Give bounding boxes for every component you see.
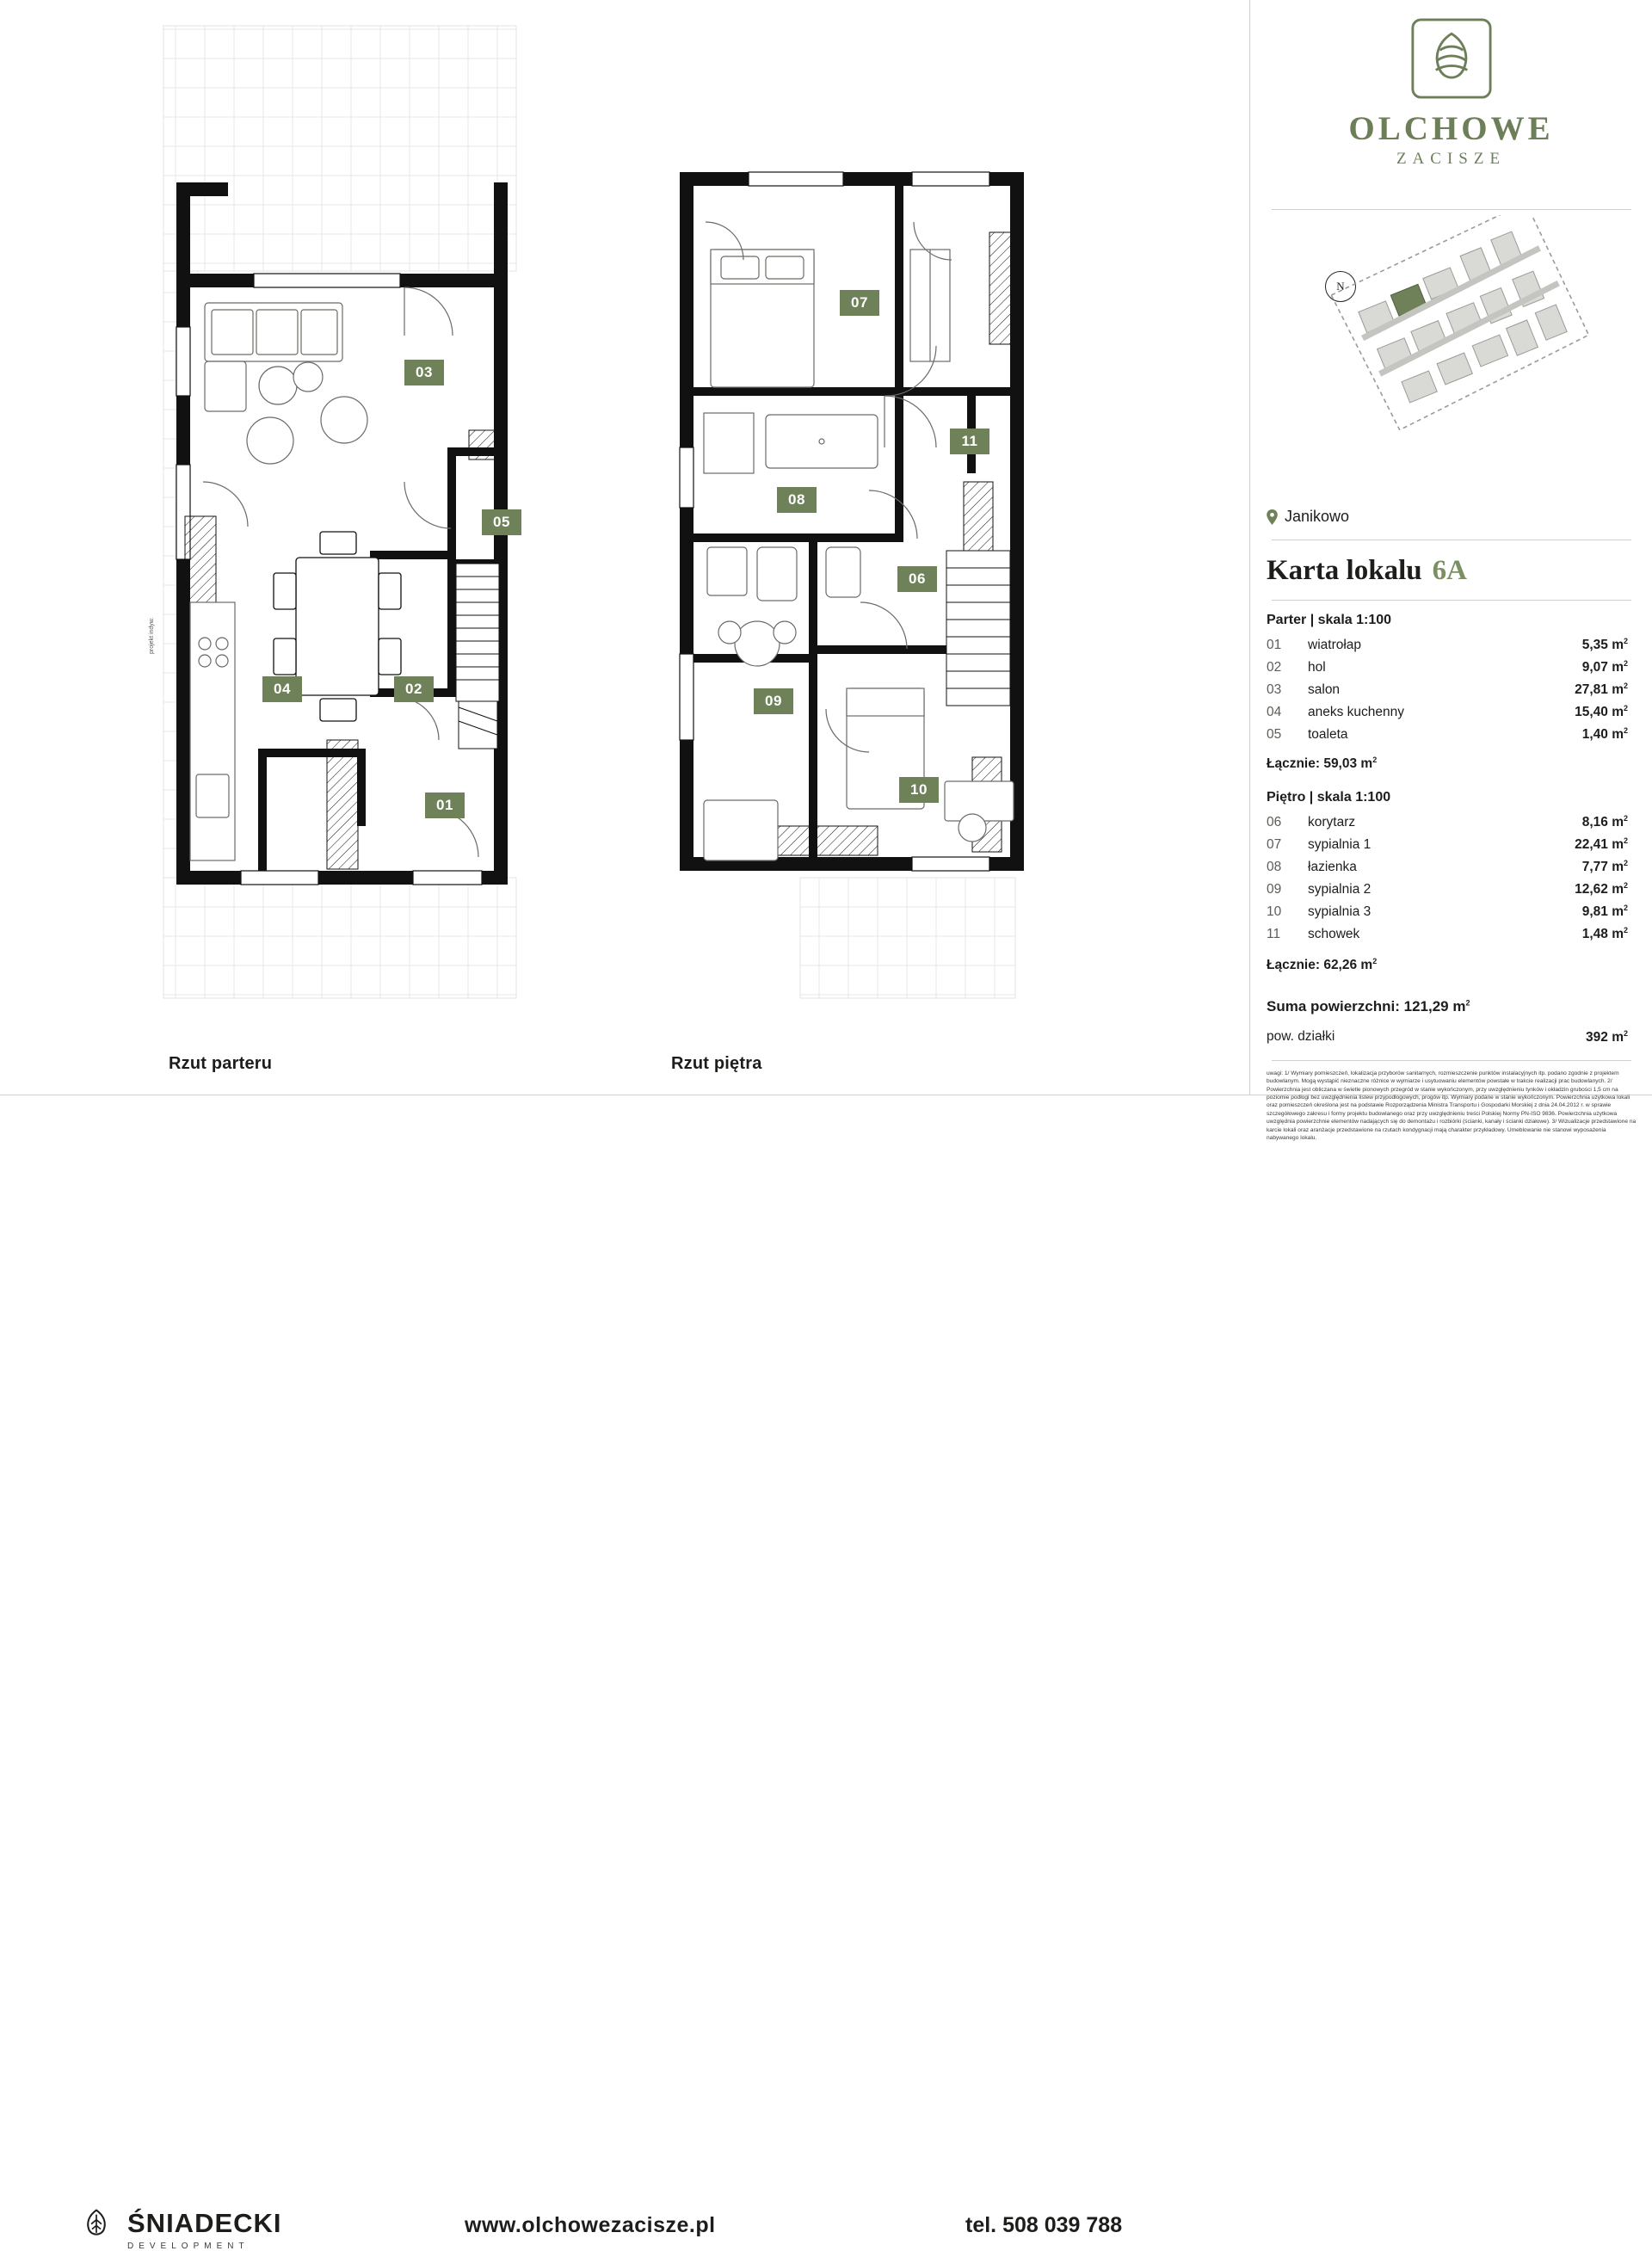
ground-floor-heading: Parter | skala 1:100	[1267, 613, 1392, 627]
plans-area	[0, 0, 1249, 1095]
unit-number: 6A	[1432, 555, 1467, 586]
room-index: 03	[1267, 682, 1282, 698]
table-row	[1267, 726, 1628, 749]
room-name: sypialnia 2	[1308, 882, 1372, 897]
room-badge: 02	[394, 676, 434, 702]
compass-icon: N	[1325, 271, 1356, 302]
table-row	[1267, 903, 1628, 926]
room-name: wiatrołap	[1308, 638, 1362, 653]
plot-area-label: pow. działki	[1267, 1029, 1335, 1044]
room-area: 9,81 $m^2$	[1581, 903, 1628, 920]
ground-floor-room-table	[1267, 637, 1628, 749]
room-name: hol	[1308, 660, 1326, 675]
project-name: OLCHOWE	[1348, 110, 1554, 147]
total-area: Suma powierzchni: 121,29 $m^2$	[1267, 998, 1470, 1014]
room-area: 1,40 $m^2$	[1581, 726, 1628, 743]
table-row	[1267, 659, 1628, 681]
room-name: toaleta	[1308, 727, 1348, 743]
room-index: 09	[1267, 882, 1282, 897]
developer-brand	[127, 2210, 282, 2251]
room-name: korytarz	[1308, 815, 1356, 830]
ground-floor-total: Łącznie: 59,03 $m^2$	[1267, 755, 1378, 772]
room-area: 22,41 $m^2$	[1575, 836, 1628, 853]
ground-floor-plan-title: Rzut parteru	[169, 1054, 273, 1073]
panel-divider-karta	[1272, 600, 1631, 601]
legal-notes: uwagi: 1/ Wymiary pomieszczeń, lokalizacja przyborów sanitarnych, rozmieszczenie punktów instalacyjnych itp. podano zgodnie z projektem budowlanym. Mogą wystąpić nieznaczne różnice w wymiarze i usytuowaniu elementów powstałe w trakcie realizacji prac budowlanych. 2/ Powierzchnia jest obliczana w świetle pionowych przegród w stanie wykończonym, przy uwzględnieniu tynków i okładzin grubości 1,5 cm na poziomie podłogi bez uwzględnienia listew przypodłogowych, progów itp. Wymiary podane w stanie wykończonym. Powierzchnia użytkowa lokali oraz pomieszczeń określona jest na podstawie Rozporządzenia Ministra Transportu i Gospodarki Morskiej z dnia 24.04.2012 r. w sprawie szczegółowego zakresu i formy projektu budowlanego oraz przy uwzględnieniu treści Polskiej Normy PN-ISO 9836. Powierzchnia użytkowa uwzględnia powierzchnie elementów nadających się do demontażu i rozbiórki (ścianki, kanały i ścianki działowe). 3/ Wizualizacje przedstawione na karcie lokali oraz aranżacje przedstawione na rzutach kondygnacji mają charakter przykładowy. Umeblowanie nie stanowi wyposażenia nabywanego lokalu.	[1267, 1070, 1637, 1141]
room-area: 12,62 $m^2$	[1575, 881, 1628, 897]
room-index: 11	[1267, 927, 1281, 942]
room-name: salon	[1308, 682, 1341, 698]
project-logo	[1250, 17, 1652, 169]
panel-divider-notes	[1272, 1060, 1631, 1061]
table-row	[1267, 926, 1628, 948]
room-badge: 04	[262, 676, 302, 702]
room-name: łazienka	[1308, 860, 1357, 875]
plot-area-row	[1267, 1029, 1628, 1045]
room-badge: 07	[840, 290, 879, 316]
room-index: 10	[1267, 904, 1282, 920]
plans-drawings	[0, 0, 1249, 1095]
table-row	[1267, 681, 1628, 704]
page-title	[1267, 555, 1467, 587]
karta-label: Karta lokalu	[1267, 555, 1422, 586]
room-badge: 03	[404, 360, 444, 385]
room-badge: 08	[777, 487, 817, 513]
room-index: 04	[1267, 705, 1282, 720]
table-row	[1267, 704, 1628, 726]
room-index: 06	[1267, 815, 1282, 830]
project-subtitle: ZACISZE	[1396, 150, 1507, 168]
room-badge: 05	[482, 509, 521, 535]
svg-text:projekt indyw.: projekt indyw.	[149, 617, 155, 654]
first-floor-heading: Piętro | skala 1:100	[1267, 790, 1391, 805]
room-badge: 01	[425, 792, 465, 818]
room-area: 1,48 $m^2$	[1581, 926, 1628, 942]
room-index: 07	[1267, 837, 1282, 853]
room-index: 08	[1267, 860, 1282, 875]
phone-number: tel. 508 039 788	[965, 2213, 1123, 2237]
map-pin-icon	[1267, 509, 1278, 525]
room-area: 8,16 $m^2$	[1581, 814, 1628, 830]
location-label: Janikowo	[1285, 508, 1350, 525]
room-name: aneks kuchenny	[1308, 705, 1405, 720]
room-name: sypialnia 1	[1308, 837, 1372, 853]
developer-subtitle: DEVELOPMENT	[127, 2242, 250, 2251]
first-floor-room-table	[1267, 814, 1628, 948]
room-badge: 06	[897, 566, 937, 592]
room-area: 15,40 $m^2$	[1575, 704, 1628, 720]
website-link[interactable]: www.olchowezacisze.pl	[465, 2213, 716, 2237]
developer-name: ŚNIADECKI	[127, 2208, 282, 2238]
room-name: sypialnia 3	[1308, 904, 1372, 920]
logo-leaf-icon	[1410, 17, 1493, 100]
leaf-icon	[82, 2208, 111, 2237]
room-badge: 11	[950, 429, 989, 454]
room-area: 9,07 $m^2$	[1581, 659, 1628, 675]
room-area: 27,81 $m^2$	[1575, 681, 1628, 698]
room-name: schowek	[1308, 927, 1360, 942]
room-area: 5,35 $m^2$	[1581, 637, 1628, 653]
room-index: 01	[1267, 638, 1282, 653]
table-row	[1267, 836, 1628, 859]
first-floor-plan-title: Rzut piętra	[671, 1054, 762, 1073]
room-index: 05	[1267, 727, 1282, 743]
room-badge: 09	[754, 688, 793, 714]
site-map	[1316, 215, 1600, 430]
room-area: 7,77 $m^2$	[1581, 859, 1628, 875]
room-index: 02	[1267, 660, 1282, 675]
table-row	[1267, 881, 1628, 903]
location-row	[1267, 508, 1349, 526]
table-row	[1267, 859, 1628, 881]
table-row	[1267, 637, 1628, 659]
plot-area-value: 392 $m^2$	[1586, 1029, 1628, 1045]
first-floor-total: Łącznie: 62,26 $m^2$	[1267, 957, 1378, 973]
table-row	[1267, 814, 1628, 836]
panel-divider-top	[1272, 209, 1631, 210]
room-badge: 10	[899, 777, 939, 803]
